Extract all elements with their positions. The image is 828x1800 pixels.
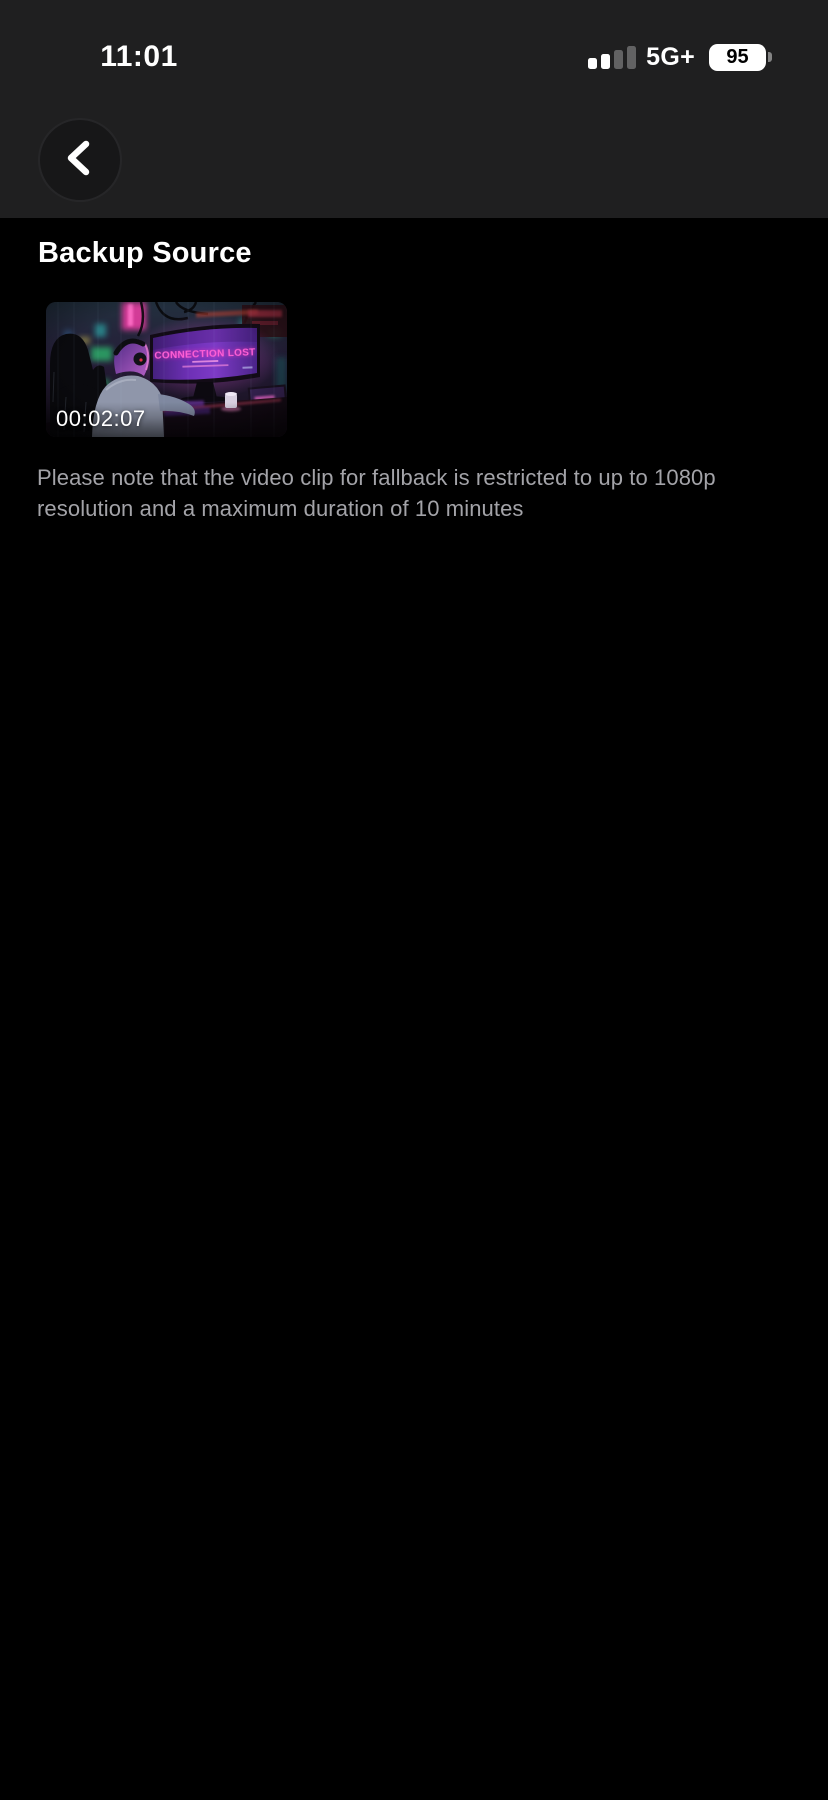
- status-indicators: [588, 40, 772, 74]
- battery-percent: 95: [709, 44, 766, 71]
- battery-icon: [709, 44, 772, 71]
- fallback-restriction-note: Please note that the video clip for fallback is restricted to up to 1080p resolution and a maximum duration of 10 minutes: [37, 465, 716, 521]
- backup-video-thumbnail[interactable]: [46, 302, 287, 437]
- cellular-signal-icon: [588, 45, 636, 69]
- status-time: 11:01: [100, 40, 178, 73]
- back-button[interactable]: [38, 118, 122, 202]
- network-type-label: 5G+: [646, 42, 695, 71]
- page-title: Backup Source: [38, 237, 252, 269]
- chevron-left-icon: [60, 136, 100, 185]
- video-duration-label: 00:02:07: [56, 406, 146, 431]
- header: [0, 0, 828, 218]
